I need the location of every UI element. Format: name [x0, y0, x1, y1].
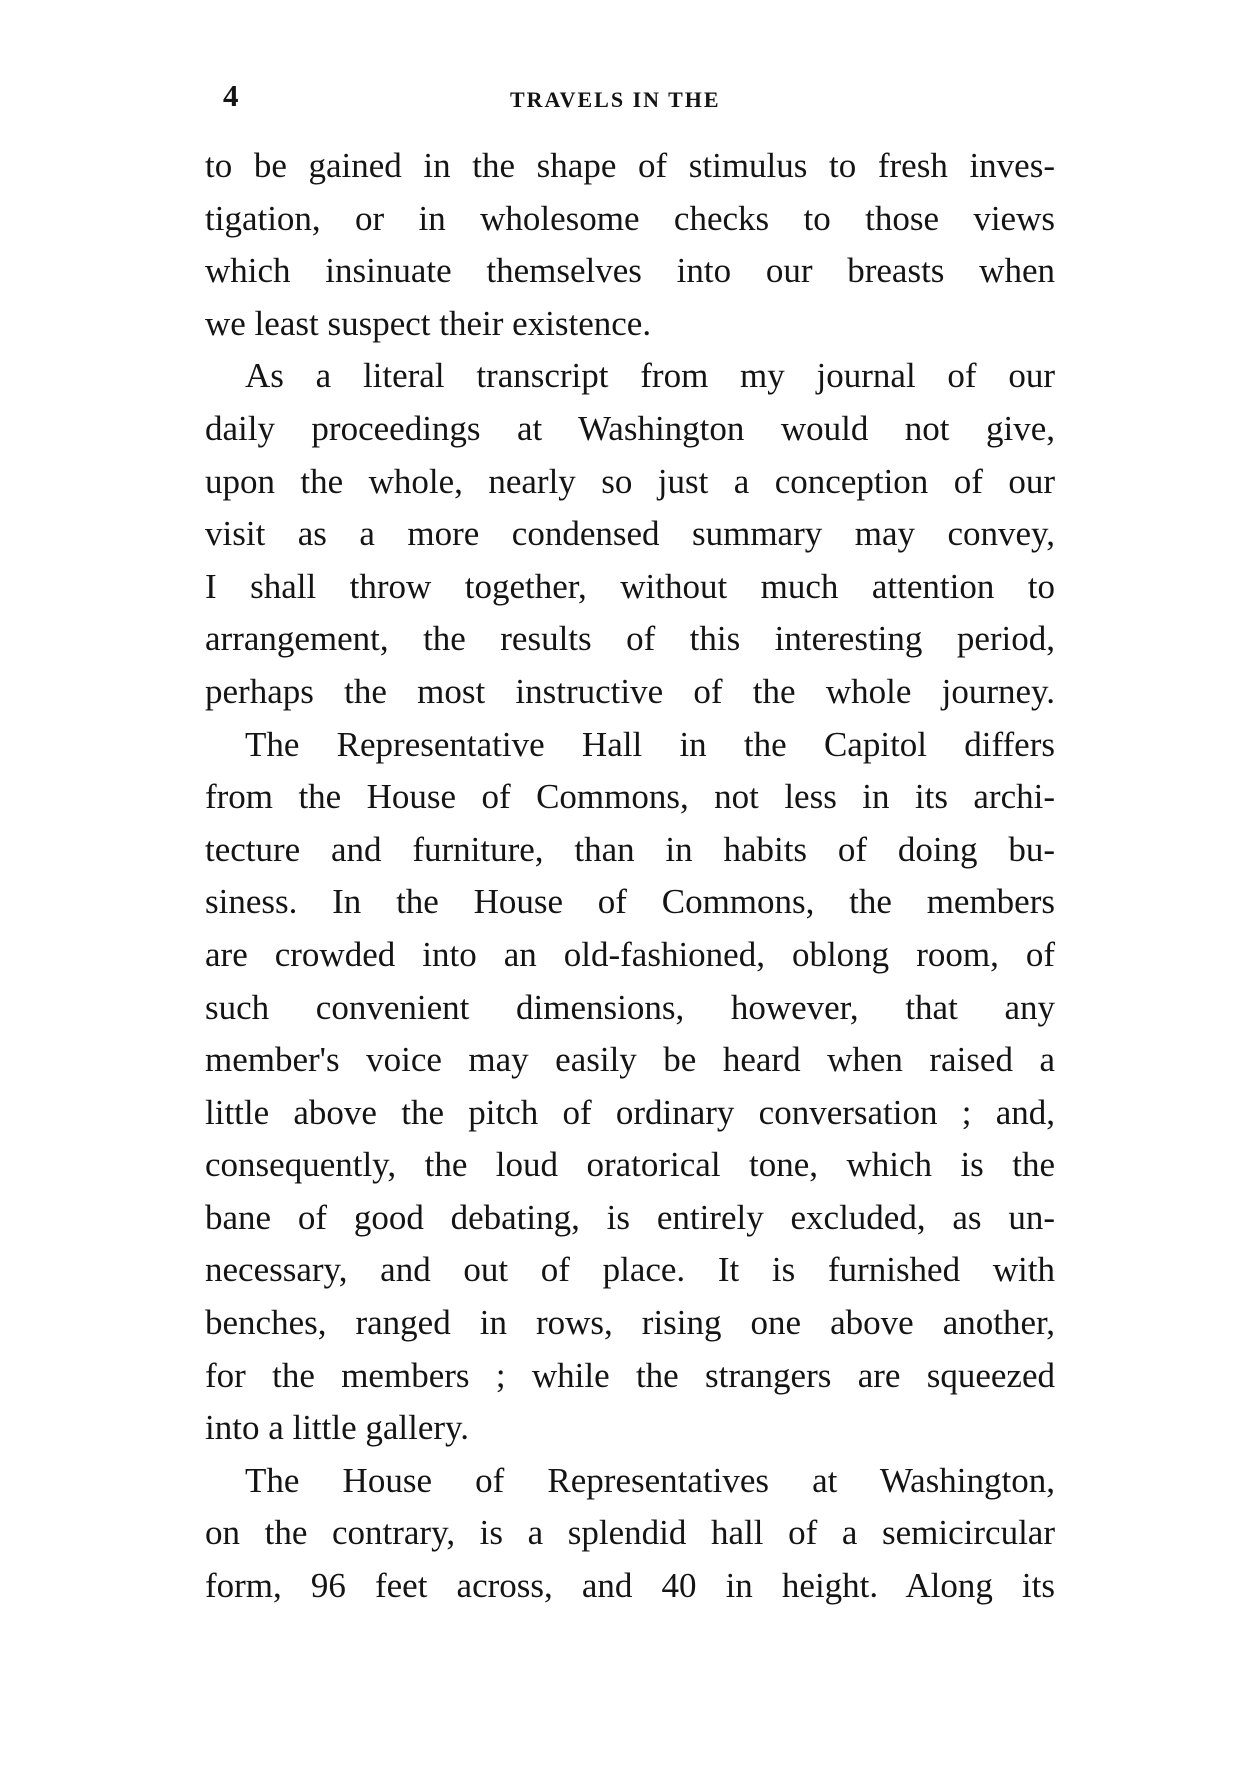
text-line: I shall throw together, without much attention to: [205, 566, 1055, 606]
page-header: [215, 78, 1055, 118]
text-line: for the members ; while the strangers are squeezed: [205, 1355, 1055, 1395]
text-line: are crowded into an old-fashioned, oblong room, of: [205, 934, 1055, 974]
paragraph-start-line: The House of Representatives at Washington,: [245, 1460, 1055, 1500]
text-line: tecture and furniture, than in habits of doing bu-: [205, 829, 1055, 869]
paragraph-start-line: The Representative Hall in the Capitol differs: [245, 724, 1055, 764]
text-line: tigation, or in wholesome checks to those views: [205, 198, 1055, 238]
text-line: such convenient dimensions, however, that any: [205, 987, 1055, 1027]
text-line: benches, ranged in rows, rising one above another,: [205, 1303, 1055, 1343]
text-line: from the House of Commons, not less in its archi-: [205, 777, 1055, 817]
text-line: bane of good debating, is entirely excluded, as un-: [205, 1197, 1055, 1237]
running-title: TRAVELS IN THE: [510, 87, 721, 112]
text-line: daily proceedings at Washington would not give,: [205, 408, 1055, 448]
text-line: upon the whole, nearly so just a conception of our: [205, 461, 1055, 501]
text-line: member's voice may easily be heard when raised a: [205, 1040, 1055, 1080]
text-line: form, 96 feet across, and 40 in height. Along its: [205, 1566, 1055, 1606]
text-line: which insinuate themselves into our breasts when: [205, 251, 1055, 291]
text-line: into a little gallery.: [205, 1408, 470, 1448]
text-line: consequently, the loud oratorical tone, which is the: [205, 1145, 1055, 1185]
text-line: visit as a more condensed summary may convey,: [205, 514, 1055, 554]
body-text: [205, 140, 1055, 1613]
text-line: to be gained in the shape of stimulus to fresh inves-: [205, 146, 1055, 185]
text-line: we least suspect their existence.: [205, 303, 652, 343]
text-line: necessary, and out of place. It is furnished with: [205, 1250, 1055, 1290]
text-line: siness. In the House of Commons, the members: [205, 882, 1055, 922]
paragraph-start-line: As a literal transcript from my journal of our: [245, 356, 1055, 396]
text-line: perhaps the most instructive of the whole journey.: [205, 671, 1055, 711]
text-line: arrangement, the results of this interesting period,: [205, 619, 1055, 659]
text-line: on the contrary, is a splendid hall of a semicircular: [205, 1513, 1055, 1553]
text-line: little above the pitch of ordinary conversation ; and,: [205, 1092, 1055, 1132]
page-number: 4: [223, 78, 239, 113]
